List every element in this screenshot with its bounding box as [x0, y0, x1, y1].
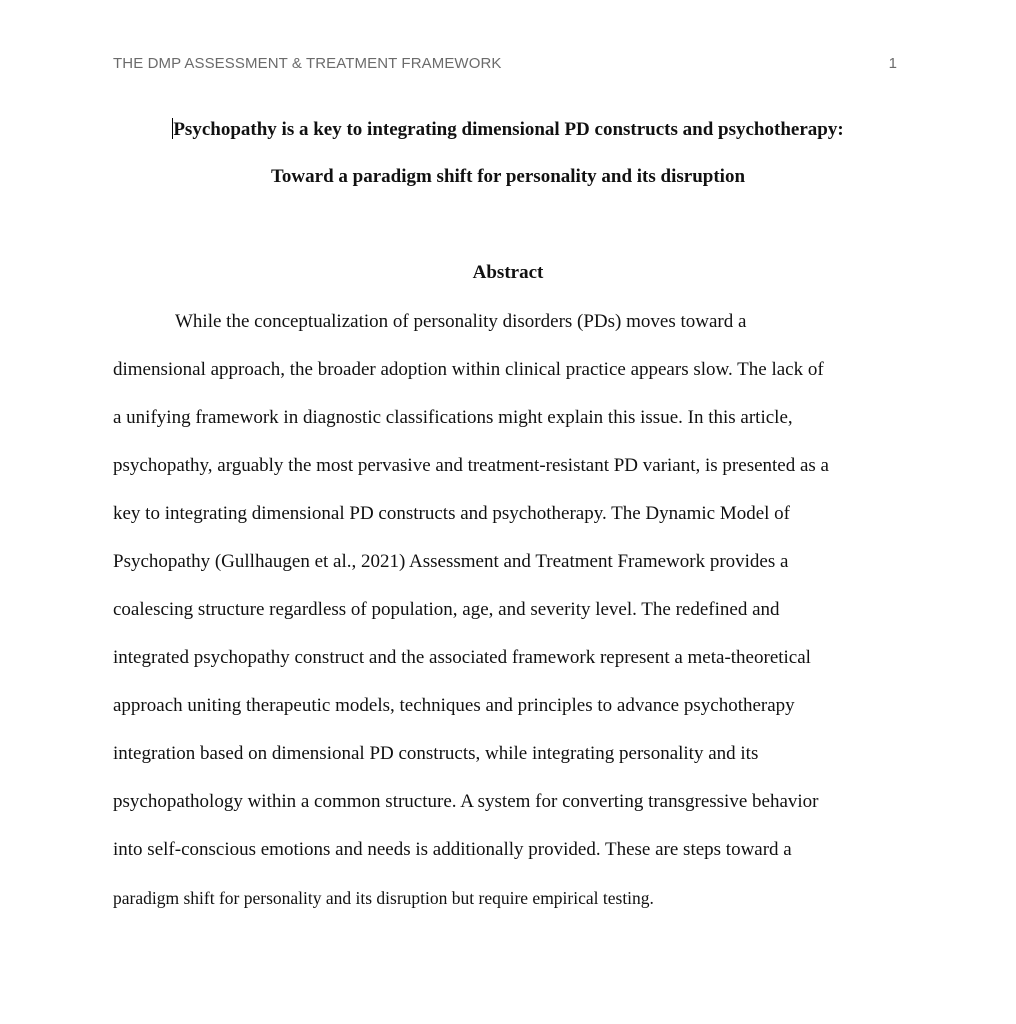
- abstract-body: [113, 310, 913, 934]
- abstract-line: While the conceptualization of personality disorders (PDs) moves toward a: [175, 311, 747, 332]
- abstract-line: integrated psychopathy construct and the associated framework represent a meta-theoretical: [113, 647, 811, 668]
- abstract-line: Psychopathy (Gullhaugen et al., 2021) Assessment and Treatment Framework provides a: [113, 551, 789, 572]
- abstract-line: into self-conscious emotions and needs is additionally provided. These are steps toward a: [113, 839, 792, 860]
- abstract-heading: Abstract: [472, 262, 544, 283]
- abstract-line: integration based on dimensional PD constructs, while integrating personality and its: [113, 743, 759, 764]
- title-line-2: Toward a paradigm shift for personality and its disruption: [270, 166, 746, 187]
- title-line-1-text: Psychopathy is a key to integrating dimensional PD constructs and psychotherapy:: [173, 119, 844, 140]
- running-head: THE DMP ASSESSMENT & TREATMENT FRAMEWORK: [113, 55, 502, 72]
- abstract-line: coalescing structure regardless of population, age, and severity level. The redefined and: [113, 599, 780, 620]
- abstract-line: key to integrating dimensional PD constructs and psychotherapy. The Dynamic Model of: [113, 503, 790, 524]
- page-number: 1: [888, 55, 897, 72]
- abstract-line: paradigm shift for personality and its disruption but require empirical testing.: [113, 888, 654, 908]
- abstract-line: approach uniting therapeutic models, techniques and principles to advance psychotherapy: [113, 695, 795, 716]
- abstract-line: dimensional approach, the broader adoption within clinical practice appears slow. The lack of: [113, 359, 824, 380]
- title-line-1[interactable]: [0, 118, 1016, 141]
- abstract-line: a unifying framework in diagnostic classifications might explain this issue. In this article,: [113, 407, 793, 428]
- abstract-line: psychopathy, arguably the most pervasive and treatment-resistant PD variant, is presented as a: [113, 455, 829, 476]
- abstract-line: psychopathology within a common structure. A system for converting transgressive behavior: [113, 791, 819, 812]
